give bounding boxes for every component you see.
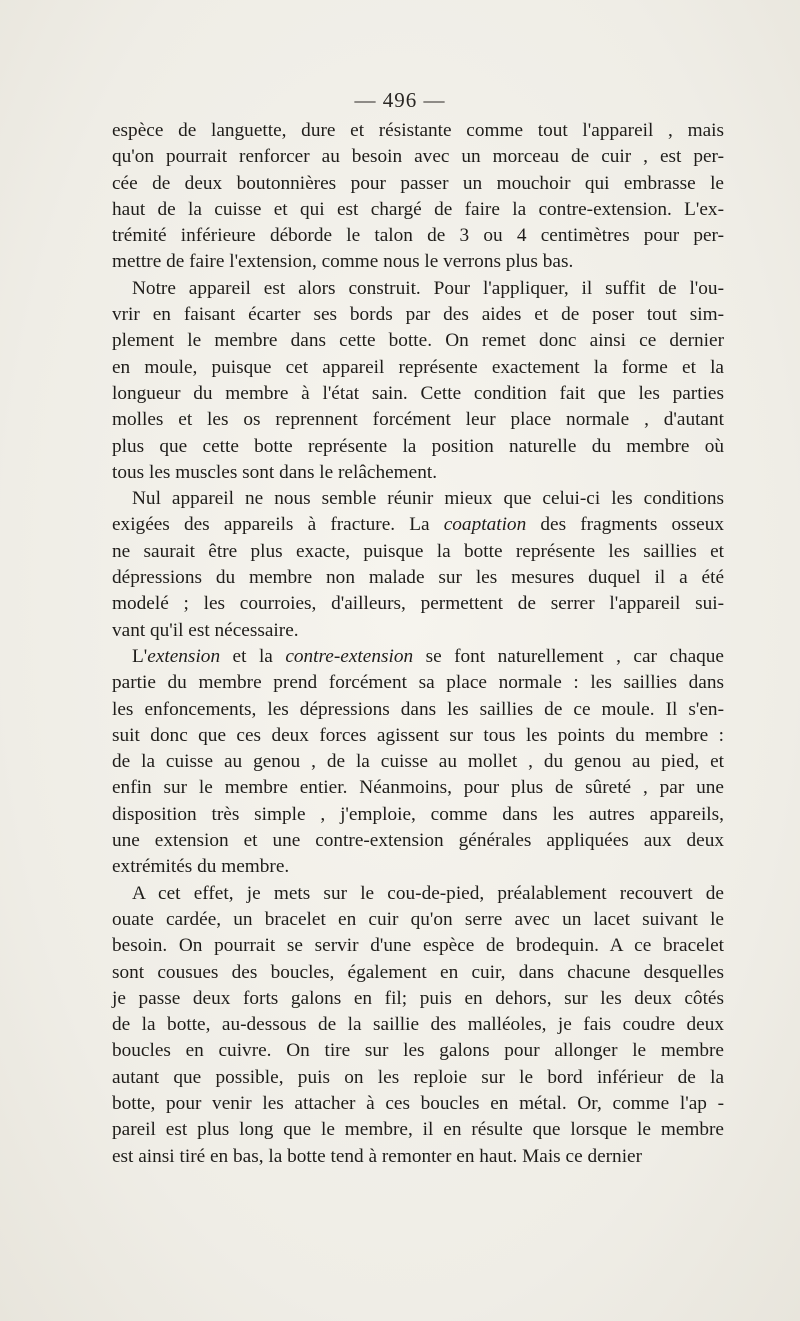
text-line: botte, pour venir les attacher à ces boucles en métal. Or, comme l'ap - xyxy=(112,1092,724,1114)
text-line: disposition très simple , j'emploie, comme dans les autres appareils, xyxy=(112,803,724,825)
text-line: plus que cette botte représente la position naturelle du membre où xyxy=(112,435,724,457)
text-line: haut de la cuisse et qui est chargé de faire la contre-extension. L'ex- xyxy=(112,198,724,220)
text-line: de la botte, au-dessous de la saillie des malléoles, je fais coudre deux xyxy=(112,1014,724,1036)
paragraph xyxy=(112,276,724,486)
italic-term: coaptation xyxy=(443,514,527,536)
text-line: trémité inférieure déborde le talon de 3 ou 4 centimètres pour per- xyxy=(112,225,724,247)
text-line: les enfoncements, les dépressions dans les saillies de ce moule. Il s'en- xyxy=(112,698,724,720)
paragraph xyxy=(112,881,724,1170)
text-line: enfin sur le membre entier. Néanmoins, pour plus de sûreté , par une xyxy=(112,777,724,799)
text-line: espèce de languette, dure et résistante comme tout l'appareil , mais xyxy=(112,120,724,141)
text-line: ne saurait être plus exacte, puisque la botte représente les saillies et xyxy=(112,540,724,562)
text-line: en moule, puisque cet appareil représente exactement la forme et la xyxy=(112,356,724,378)
text-line: ouate cardée, un bracelet en cuir qu'on serre avec un lacet suivant le xyxy=(112,908,724,930)
text-line: longueur du membre à l'état sain. Cette condition fait que les parties xyxy=(112,382,724,404)
text-line: boucles en cuivre. On tire sur les galons pour allonger le membre xyxy=(112,1040,724,1062)
text-line: molles et les os reprennent forcément leur place normale , d'autant xyxy=(112,409,724,431)
text-line: vrir en faisant écarter ses bords par des aides et de poser tout sim- xyxy=(112,304,724,326)
paragraph xyxy=(112,486,724,644)
text-line: exigées des appareils à fracture. La coaptation des fragments osseux xyxy=(112,514,724,536)
text-line: extrémités du membre. xyxy=(112,856,290,878)
text-line: qu'on pourrait renforcer au besoin avec un morceau de cuir , est per- xyxy=(112,146,724,168)
body-text xyxy=(112,118,724,1170)
text-line: modelé ; les courroies, d'ailleurs, permettent de serrer l'appareil sui- xyxy=(112,593,724,615)
text-line: vant qu'il est nécessaire. xyxy=(112,619,299,641)
text-line: est ainsi tiré en bas, la botte tend à remonter en haut. Mais ce dernier xyxy=(112,1145,643,1167)
italic-term: extension xyxy=(147,645,221,667)
text-line: besoin. On pourrait se servir d'une espèce de brodequin. A ce bracelet xyxy=(112,935,724,957)
text-line: mettre de faire l'extension, comme nous le verrons plus bas. xyxy=(112,251,574,273)
text-line: de la cuisse au genou , de la cuisse au mollet , du genou au pied, et xyxy=(112,751,724,773)
text-line: dépressions du membre non malade sur les mesures duquel il a été xyxy=(112,567,724,589)
text-line: je passe deux forts galons en fil; puis en dehors, sur les deux côtés xyxy=(112,987,724,1009)
text-line: L'extension et la contre-extension se font naturellement , car chaque xyxy=(132,645,724,667)
italic-term: contre-extension xyxy=(285,645,414,667)
text-line: A cet effet, je mets sur le cou-de-pied, préalablement recouvert de xyxy=(132,882,724,904)
text-line: tous les muscles sont dans le relâchement. xyxy=(112,461,438,483)
text-line: suit donc que ces deux forces agissent sur tous les points du membre : xyxy=(112,724,724,746)
text-line: sont cousues des boucles, également en cuir, dans chacune desquelles xyxy=(112,961,724,983)
text-line: partie du membre prend forcément sa place normale : les saillies dans xyxy=(112,672,724,694)
text-line: plement le membre dans cette botte. On remet donc ainsi ce dernier xyxy=(112,330,724,352)
text-line: autant que possible, puis on les reploie sur le bord inférieur de la xyxy=(112,1066,724,1088)
text-line: Nul appareil ne nous semble réunir mieux que celui-ci les conditions xyxy=(132,488,724,510)
paragraph xyxy=(112,118,724,276)
text-line: cée de deux boutonnières pour passer un mouchoir qui embrasse le xyxy=(112,172,724,194)
page-number: — 496 — xyxy=(354,88,446,112)
text-line: Notre appareil est alors construit. Pour l'appliquer, il suffit de l'ou- xyxy=(132,277,724,299)
text-line: pareil est plus long que le membre, il en résulte que lorsque le membre xyxy=(112,1119,724,1141)
text-line: une extension et une contre-extension générales appliquées aux deux xyxy=(112,830,724,852)
paragraph xyxy=(112,644,724,881)
